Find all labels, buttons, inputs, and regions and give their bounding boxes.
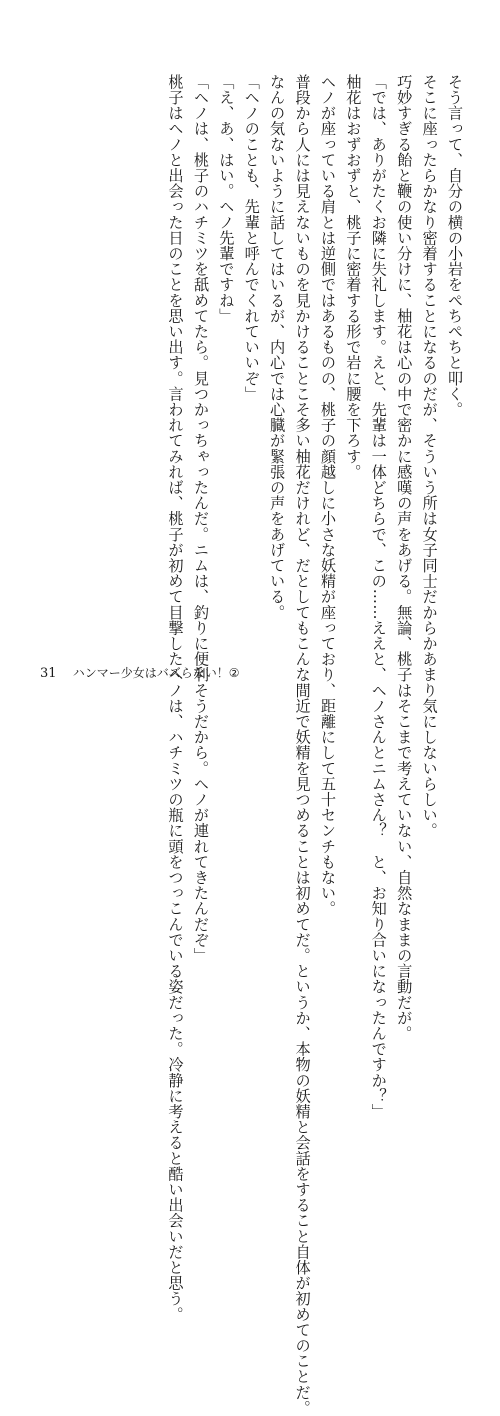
text-line: 柚花はおずおずと、桃子に密着する形で岩に腰を下ろす。	[344, 74, 363, 480]
text-line: 桃子はヘノと出会った日のことを思い出す。言われてみれば、桃子が初めて目撃したヘノは、ハチミツの瓶に頭をつっこんでいる姿だった。冷静に考えると酷い出会いだと思う。	[166, 74, 185, 1322]
page-number: 31	[40, 666, 57, 681]
dialogue-line: 「では、ありがたくお隣に失礼します。えと、先輩は一体どちらで、この……ええと、ヘノさんとニムさん？ と、お知り合いになったんですか？」	[369, 74, 388, 1120]
text-line: なんの気ないように話してはいるが、内心では心臓が緊張の声をあげている。	[268, 74, 287, 620]
text-line: そう言って、自分の横の小岩をぺちぺちと叩く。	[446, 74, 464, 418]
dialogue-line: 「ヘノは、桃子のハチミツを舐めてたら。見つかっちゃったんだ。ニムは、釣りに便利そうだから。ヘノが連れてきたんだぞ」	[191, 74, 210, 964]
text-line: 巧妙すぎる飴と鞭の使い分けに、柚花は心の中で密かに感嘆の声をあげる。無論、桃子はそこまで考えていない、自然なままの言動だが。	[395, 74, 414, 1042]
book-title: ハンマー少女はバズらない！②	[72, 666, 240, 680]
dialogue-line: 「ヘノのことも、先輩と呼んでくれていいぞ」	[242, 74, 261, 402]
text-line: ヘノが座っている肩とは逆側ではあるものの、桃子の顔越しに小さな妖精が座っており、距離にして五十センチもない。	[318, 74, 337, 917]
page-footer	[40, 665, 239, 682]
text-line: そこに座ったらかなり密着することになるのだが、そういう所は女子同士だからかあまり気にしないらしい。	[420, 74, 439, 839]
text-line: 普段から人には見えないものを見かけることこそ多い柚花だけれど、だとしてもこんな間近で妖精を見つめることは初めてだ。というか、本物の妖精と会話をすること自体が初めてのことだ。	[293, 74, 312, 1416]
dialogue-line: 「え、あ、はい。ヘノ先輩ですね」	[217, 74, 236, 324]
